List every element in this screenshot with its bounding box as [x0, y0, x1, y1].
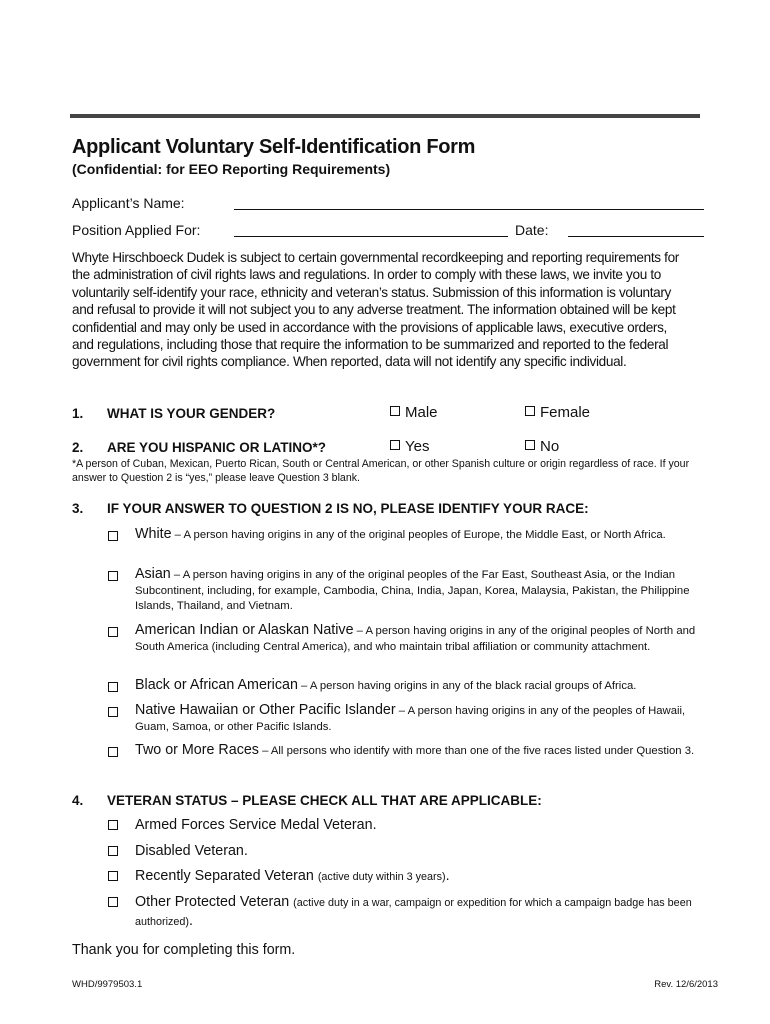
form-title: Applicant Voluntary Self-Identification Form [72, 136, 476, 158]
race-option-american-indian[interactable]: American Indian or Alaskan Native – A person having origins in any of the original peoples of North and South America (including Central America), and who maintain tribal affiliation or community attachment. [108, 623, 708, 655]
race-name: Two or More Races [135, 742, 259, 758]
race-name: Black or African American [135, 677, 298, 693]
veteran-option-other-protected[interactable]: Other Protected Veteran (active duty in a war, campaign or expedition for which a campaign badge has been authorized). [108, 893, 708, 931]
race-name: White [135, 526, 172, 542]
checkbox-icon[interactable] [108, 531, 118, 541]
checkbox-icon[interactable] [108, 627, 118, 637]
hispanic-footnote: *A person of Cuban, Mexican, Puerto Rican, South or Central American, or other Spanish culture or origin regardless of race. If your answer to Question 2 is “yes,” please leave Question 3 blank. [72, 458, 690, 484]
checkbox-icon[interactable] [108, 897, 118, 907]
question-text: ARE YOU HISPANIC OR LATINO*? [107, 440, 327, 455]
question-text: IF YOUR ANSWER TO QUESTION 2 IS NO, PLEASE IDENTIFY YOUR RACE: [107, 501, 589, 516]
option-no[interactable] [525, 438, 559, 455]
race-option-asian[interactable]: Asian – A person having origins in any of the original peoples of the Far East, Southeast Asia, or the Indian Subcontinent, including, for example, Cambodia, China, India, Japan, Korea, Malaysia, Pakistan, the Philippine Islands, Thailand, and Vietnam. [108, 567, 708, 615]
option-label: Male [405, 404, 438, 421]
revision-date: Rev. 12/6/2013 [654, 979, 718, 990]
applicant-name-label: Applicant’s Name: [72, 195, 185, 211]
checkbox-icon[interactable] [108, 747, 118, 757]
race-description: A person having origins in any of the black racial groups of Africa. [309, 680, 637, 692]
checkbox-icon[interactable] [525, 406, 535, 416]
position-field[interactable] [234, 236, 508, 237]
option-male[interactable] [390, 404, 438, 421]
thank-you-text: Thank you for completing this form. [72, 942, 296, 958]
question-text: WHAT IS YOUR GENDER? [107, 406, 276, 421]
document-id: WHD/9979503.1 [72, 979, 143, 990]
race-name: American Indian or Alaskan Native [135, 622, 354, 638]
applicant-name-field[interactable] [234, 209, 704, 210]
option-yes[interactable] [390, 438, 429, 455]
veteran-label: Armed Forces Service Medal Veteran. [135, 817, 377, 833]
question-number: 4. [72, 793, 84, 808]
date-label: Date: [515, 222, 549, 238]
top-rule [70, 114, 700, 118]
veteran-option-recently-separated[interactable]: Recently Separated Veteran (active duty within 3 years). [108, 867, 708, 886]
race-description: A person having origins in any of the peoples of Hawaii, Guam, Samoa, or other Pacific Islands. [135, 705, 686, 733]
veteran-detail: (active duty within 3 years) [317, 871, 446, 883]
question-text: VETERAN STATUS – PLEASE CHECK ALL THAT ARE APPLICABLE: [107, 793, 542, 808]
option-label: Female [540, 404, 591, 421]
option-label: No [540, 438, 560, 455]
race-option-pacific-islander[interactable]: Native Hawaiian or Other Pacific Islander – A person having origins in any of the peoples of Hawaii, Guam, Samoa, or other Pacific Islands. [108, 703, 708, 735]
question-number: 2. [72, 440, 84, 455]
race-description: A person having origins in any of the original peoples of the Far East, Southeast Asia, or the Indian Subcontinent, including, for example, Cambodia, China, India, Japan, Korea, Malaysia, Pakistan, the Philippine Islands, Thailand, and Vietnam. [135, 569, 690, 613]
race-description: All persons who identify with more than one of the five races listed under Question 3. [270, 745, 695, 757]
position-label: Position Applied For: [72, 222, 201, 238]
race-name: Asian [135, 566, 171, 582]
option-label: Yes [405, 438, 430, 455]
race-option-white[interactable]: White – A person having origins in any of the original peoples of Europe, the Middle East, or North Africa. [108, 527, 708, 544]
race-description: A person having origins in any of the original peoples of North and South America (including Central America), and who maintain tribal affiliation or community attachment. [135, 625, 696, 653]
checkbox-icon[interactable] [108, 682, 118, 692]
checkbox-icon[interactable] [108, 571, 118, 581]
veteran-option-disabled[interactable] [108, 842, 708, 860]
question-1 [72, 406, 702, 426]
question-number: 1. [72, 406, 84, 421]
question-number: 3. [72, 501, 84, 516]
veteran-label: Other Protected Veteran [135, 894, 290, 910]
checkbox-icon[interactable] [108, 820, 118, 830]
veteran-label: Disabled Veteran. [135, 843, 248, 859]
race-option-black[interactable]: Black or African American – A person having origins in any of the black racial groups of Africa. [108, 678, 708, 695]
question-3 [72, 501, 702, 521]
checkbox-icon[interactable] [390, 440, 400, 450]
option-female[interactable] [525, 404, 590, 421]
intro-paragraph: Whyte Hirschboeck Dudek is subject to certain governmental recordkeeping and reporting requirements for the administration of civil rights laws and regulations. In order to comply with these laws, we invite you to voluntarily self-identify your race, ethnicity and veteran’s status. Submission of this information is voluntary and refusal to provide it will not subject you to any adverse treatment. The information obtained will be kept confidential and may only be used in accordance with the provisions of applicable laws, executive orders, and regulations, including those that require the information to be summarized and reported to the federal government for civil rights compliance. When reported, data will not identify any specific individual. [72, 250, 679, 370]
checkbox-icon[interactable] [390, 406, 400, 416]
veteran-detail: (active duty in a war, campaign or expedition for which a campaign badge has been authorized) [135, 897, 692, 928]
race-name: Native Hawaiian or Other Pacific Islander [135, 702, 396, 718]
date-field[interactable] [568, 236, 704, 237]
question-4 [72, 793, 702, 813]
form-subtitle: (Confidential: for EEO Reporting Requirements) [72, 161, 391, 177]
race-description: A person having origins in any of the original peoples of Europe, the Middle East, or North Africa. [183, 529, 666, 541]
checkbox-icon[interactable] [108, 871, 118, 881]
checkbox-icon[interactable] [108, 707, 118, 717]
checkbox-icon[interactable] [525, 440, 535, 450]
veteran-label: Recently Separated Veteran [135, 868, 314, 884]
race-option-two-or-more[interactable]: Two or More Races – All persons who identify with more than one of the five races listed under Question 3. [108, 743, 708, 760]
veteran-option-service-medal[interactable] [108, 816, 708, 834]
checkbox-icon[interactable] [108, 846, 118, 856]
